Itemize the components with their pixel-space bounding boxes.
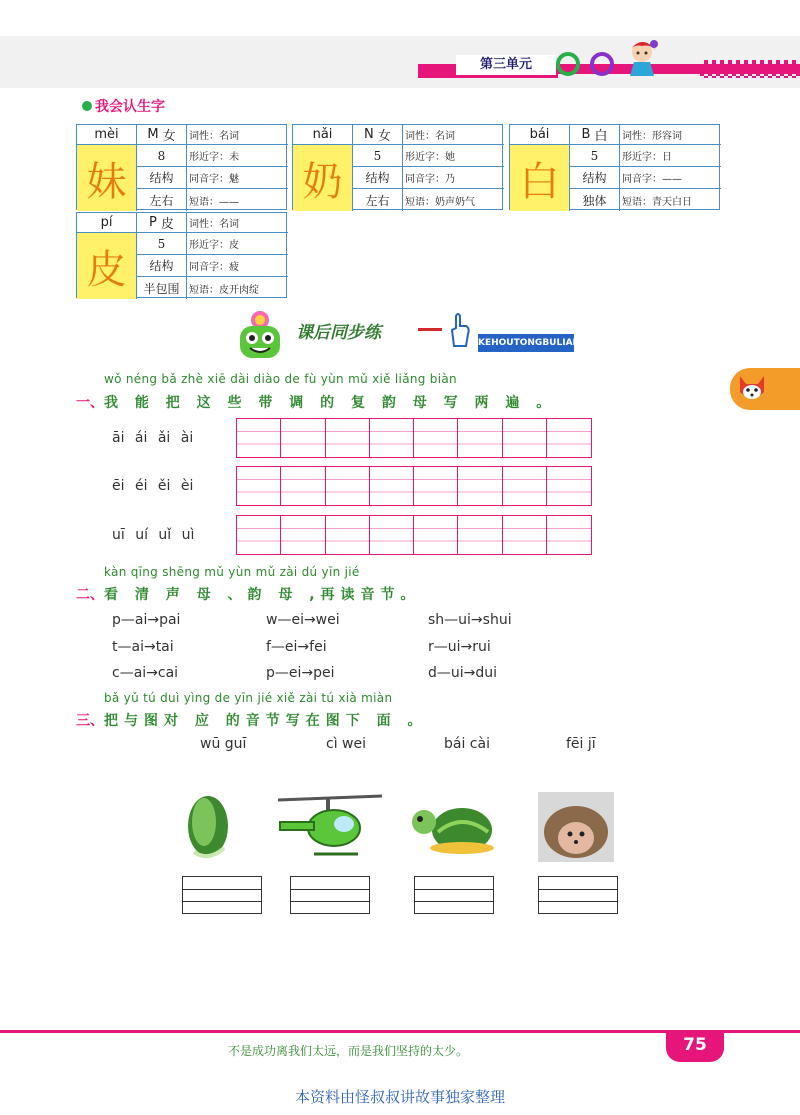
card-big-char: 妹: [77, 145, 137, 211]
card-big-char: 奶: [293, 145, 353, 211]
grid-cell[interactable]: [458, 467, 502, 505]
green-monster-icon: [232, 306, 288, 362]
banner-subtitle: KEHOUTONGBULIAN: [478, 334, 574, 352]
girl-mascot-icon: [620, 38, 666, 78]
grid-cell[interactable]: [503, 516, 547, 554]
grid-cell[interactable]: [414, 419, 458, 457]
pointing-hand-icon: [444, 312, 476, 348]
answer-box[interactable]: [414, 876, 494, 914]
card-pos: 词性：名词: [403, 125, 504, 145]
card-pinyin: mèi: [77, 125, 137, 145]
card-shape: 独体: [570, 189, 620, 211]
card-struct: 结构: [570, 167, 620, 189]
card-struct: 结构: [137, 167, 187, 189]
card-homophone: 同音字：乃: [403, 167, 504, 189]
green-ring-icon: [556, 52, 580, 76]
card-pos: 词性：名词: [187, 213, 288, 233]
q1-pinyin: wǒ néng bǎ zhè xiē dài diào de fù yùn mǔ xiě liǎng biàn: [104, 372, 457, 386]
syllable: d—ui→dui: [428, 665, 498, 681]
card-small-char: 女: [162, 129, 176, 144]
card-strokes: 5: [137, 233, 187, 255]
syllable: sh—ui→shui: [428, 612, 512, 628]
card-pinyin: pí: [77, 213, 137, 233]
grid-cell[interactable]: [326, 516, 370, 554]
card-phrase: 短语：奶声奶气: [405, 196, 475, 208]
syllable: p—ei→pei: [266, 665, 335, 681]
footer-quote: 不是成功离我们太远，而是我们坚持的太少。: [228, 1044, 469, 1058]
card-strokes: 5: [570, 145, 620, 167]
unit-title: 第三单元: [456, 55, 556, 75]
grid-cell[interactable]: [547, 419, 591, 457]
grid-cell[interactable]: [503, 419, 547, 457]
card-similar: 形近字：她: [403, 145, 504, 167]
grid-cell[interactable]: [237, 419, 281, 457]
char-card-pi: [76, 212, 287, 298]
card-similar: 形近字：日: [620, 145, 721, 167]
card-strokes: 8: [137, 145, 187, 167]
card-similar: 形近字：未: [187, 145, 288, 167]
card-letter: [570, 125, 620, 145]
grid-cell[interactable]: [326, 467, 370, 505]
card-letter: [137, 125, 187, 145]
grid-cell[interactable]: [414, 467, 458, 505]
card-shape: 左右: [137, 189, 187, 211]
q2-number: 二、: [76, 587, 104, 603]
red-arrow-icon: [418, 328, 442, 331]
helicopter-image: [274, 792, 386, 862]
q3-instruction: 把与图对 应 的音节写在图下 面 。: [104, 713, 428, 729]
card-pinyin: nǎi: [293, 125, 353, 145]
card-pos: 词性：名词: [187, 125, 288, 145]
answer-pinyin: bái cài: [444, 736, 490, 752]
tone-row-ei: ēi éi ěi èi: [112, 478, 194, 494]
card-small-char: 白: [594, 129, 608, 144]
q3-number: 三、: [76, 713, 104, 729]
q1-text: [76, 392, 556, 412]
syllable: c—ai→cai: [112, 665, 179, 681]
syllable: w—ei→wei: [266, 612, 340, 628]
grid-cell[interactable]: [458, 516, 502, 554]
grid-cell[interactable]: [281, 419, 325, 457]
q3-pinyin: bǎ yǔ tú duì yìng de yīn jié xiě zài tú xià miàn: [104, 691, 393, 705]
grid-cell[interactable]: [370, 419, 414, 457]
char-card-nai: [292, 124, 503, 210]
credit-line: 本资料由怪叔叔讲故事独家整理: [294, 1088, 505, 1106]
header-bar: [0, 36, 800, 88]
char-card-mei: [76, 124, 287, 210]
answer-box[interactable]: [290, 876, 370, 914]
char-card-bai: [509, 124, 720, 210]
card-initial: M: [147, 127, 159, 142]
card-pos: 词性：形容词: [620, 125, 721, 145]
grid-cell[interactable]: [547, 467, 591, 505]
card-initial: P: [149, 215, 157, 230]
answer-box[interactable]: [538, 876, 618, 914]
grid-cell[interactable]: [237, 467, 281, 505]
hedgehog-image: [538, 792, 614, 862]
checker-pattern: [700, 60, 800, 78]
section-heading: [82, 96, 165, 116]
card-homophone: 同音字：——: [620, 167, 721, 189]
tone-row-ai: āi ái ǎi ài: [112, 430, 194, 446]
answer-pinyin: fēi jī: [566, 736, 596, 752]
card-small-char: 皮: [160, 217, 174, 232]
grid-cell[interactable]: [458, 419, 502, 457]
card-phrase: 短语：青天白日: [622, 196, 692, 208]
section-title: 我会认生字: [95, 99, 165, 115]
grid-cell[interactable]: [326, 419, 370, 457]
tone-row-ui: uī uí uǐ uì: [112, 527, 195, 543]
grid-cell[interactable]: [547, 516, 591, 554]
card-initial: N: [364, 127, 374, 142]
grid-cell[interactable]: [281, 516, 325, 554]
card-homophone: 同音字：疲: [187, 255, 288, 277]
card-struct: 结构: [353, 167, 403, 189]
q1-instruction: 我 能 把 这 些 带 调 的 复 韵 母 写 两 遍 。: [104, 395, 557, 411]
q2-text: [76, 584, 421, 604]
card-phrase: 短语：皮开肉绽: [189, 284, 259, 296]
q3-text: [76, 710, 428, 730]
syllable: f—ei→fei: [266, 639, 327, 655]
grid-cell[interactable]: [370, 467, 414, 505]
writing-grid-3[interactable]: [236, 515, 592, 555]
fox-face-icon: [736, 372, 768, 404]
card-strokes: 5: [353, 145, 403, 167]
card-initial: B: [581, 127, 591, 142]
card-shape: 半包围: [137, 277, 187, 299]
card-pinyin: bái: [510, 125, 570, 145]
q2-pinyin: kàn qīng shēng mǔ yùn mǔ zài dú yīn jié: [104, 565, 360, 579]
grid-cell[interactable]: [503, 467, 547, 505]
answer-box[interactable]: [182, 876, 262, 914]
turtle-image: [408, 792, 500, 862]
green-dot-icon: [82, 101, 92, 111]
grid-cell[interactable]: [370, 516, 414, 554]
card-shape: 左右: [353, 189, 403, 211]
syllable: t—ai→tai: [112, 639, 174, 655]
grid-cell[interactable]: [237, 516, 281, 554]
syllable: p—ai→pai: [112, 612, 181, 628]
card-letter: [137, 213, 187, 233]
grid-cell[interactable]: [281, 467, 325, 505]
card-big-char: 皮: [77, 233, 137, 299]
card-phrase: 短语：——: [189, 196, 239, 208]
syllable: r—ui→rui: [428, 639, 491, 655]
grid-cell[interactable]: [414, 516, 458, 554]
cabbage-image: [184, 792, 266, 862]
card-letter: [353, 125, 403, 145]
card-struct: 结构: [137, 255, 187, 277]
card-big-char: 白: [510, 145, 570, 211]
q2-instruction: 看 清 声 母 、韵 母 ,再读音节。: [104, 587, 421, 603]
page-number: 75: [666, 1030, 724, 1062]
writing-grid-1[interactable]: [236, 418, 592, 458]
answer-pinyin: wū guī: [200, 736, 247, 752]
purple-ring-icon: [590, 52, 614, 76]
banner-title: 课后同步练: [296, 323, 381, 343]
answer-pinyin: cì wei: [326, 736, 366, 752]
writing-grid-2[interactable]: [236, 466, 592, 506]
card-homophone: 同音字：魅: [187, 167, 288, 189]
card-small-char: 女: [377, 129, 391, 144]
q1-number: 一、: [76, 395, 104, 411]
card-similar: 形近字：皮: [187, 233, 288, 255]
